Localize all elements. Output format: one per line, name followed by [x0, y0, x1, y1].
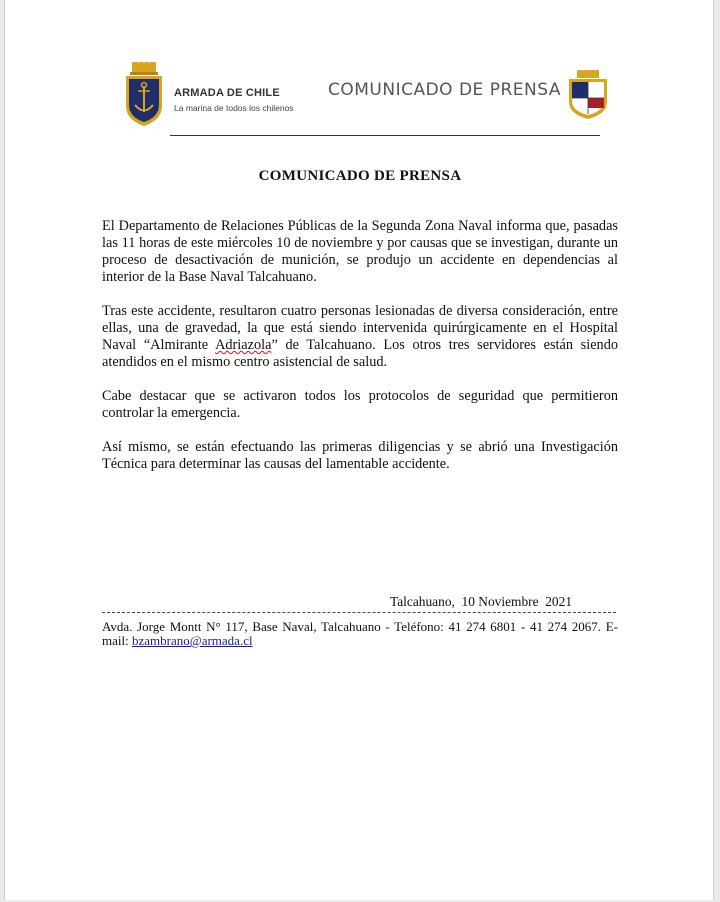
letterhead-divider — [170, 135, 600, 136]
letterhead — [118, 60, 614, 138]
paragraph-2 — [102, 303, 618, 371]
footer-divider — [102, 612, 616, 613]
document-title: COMUNICADO DE PRENSA — [258, 168, 462, 184]
contact-footer — [102, 620, 618, 648]
place-and-date: Talcahuano, 10 Noviembre 2021 — [390, 594, 573, 609]
paragraph-2-text-start: Tras este accidente, resultaron cuatro personas lesionadas de diversa consideración, entre ellas, una de gravedad, la que está siendo intervenida quirúrgicamente en el Hospital Naval “Almirante — [102, 303, 618, 353]
paragraph-4: Así mismo, se están efectuando las primeras diligencias y se abrió una Investigación Técnica para determinar las causas del lamentable accidente. — [102, 439, 618, 472]
paragraph-2-text-end: ” de Talcahuano. Los otros tres servidores están siendo atendidos en el mismo centro asistencial de salud. — [102, 337, 618, 370]
paragraph-3: Cabe destacar que se activaron todos los protocolos de seguridad que permitieron controlar la emergencia. — [102, 388, 618, 421]
paragraph-1: El Departamento de Relaciones Públicas de la Segunda Zona Naval informa que, pasadas las 11 horas de este miércoles 10 de noviembre y por causas que se investigan, durante un proceso de desactivación de munición, se produjo un accidente en dependencias al interior de la Base Naval Talcahuano. — [102, 218, 618, 285]
zone-crest-icon — [566, 70, 610, 120]
navy-crest-icon — [122, 62, 166, 128]
press-release-body — [102, 218, 618, 490]
letterhead-title: COMUNICADO DE PRENSA — [328, 80, 561, 100]
org-tagline: La marina de todos los chilenos — [174, 103, 294, 113]
spellcheck-flagged-word: Adriazola — [215, 337, 272, 353]
org-name: ARMADA DE CHILE — [174, 87, 280, 99]
contact-address: Avda. Jorge Montt N° 117, Base Naval, Talcahuano - Teléfono: 41 274 6801 - 41 274 2067. E-mail: — [102, 619, 618, 648]
contact-email-link[interactable]: bzambrano@armada.cl — [131, 633, 253, 648]
